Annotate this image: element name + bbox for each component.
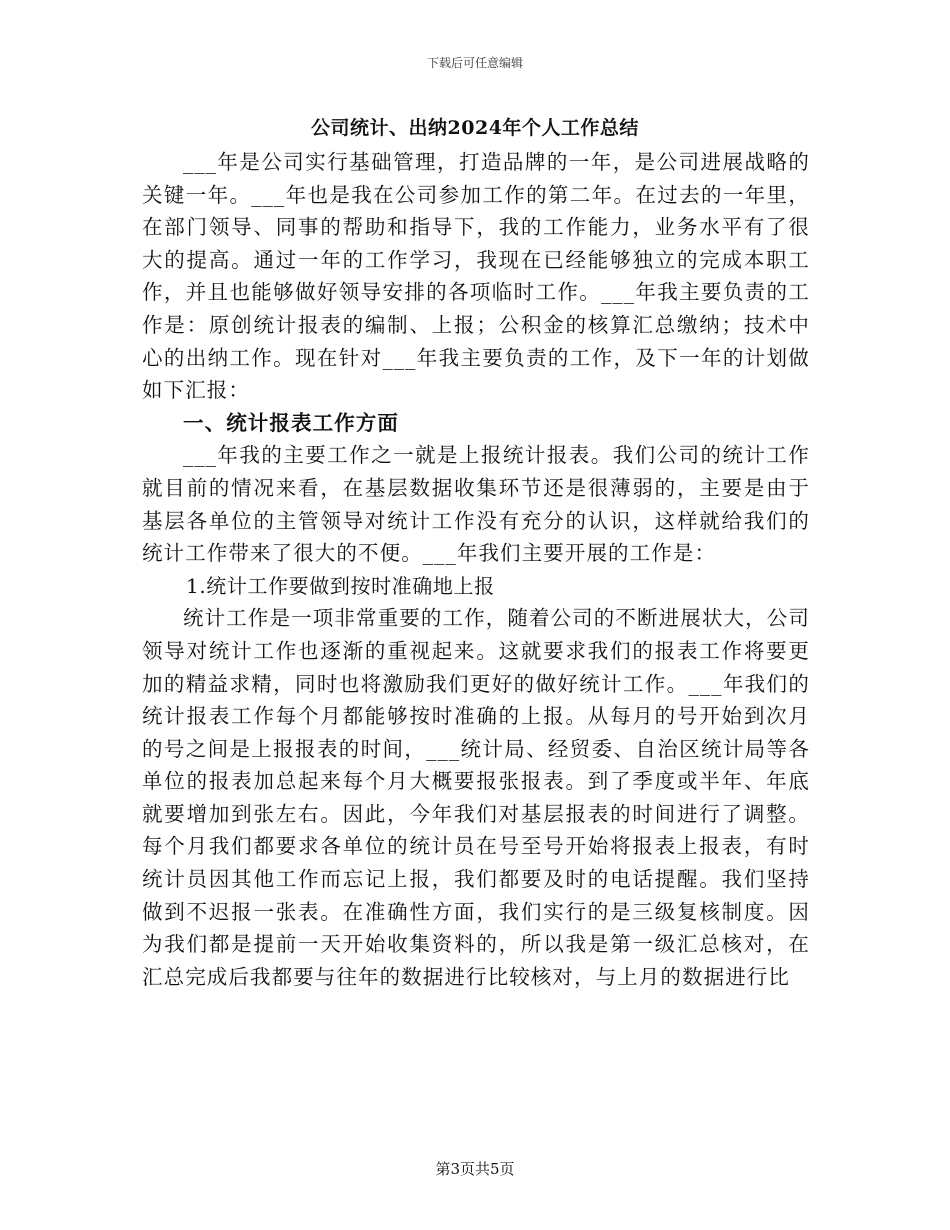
section-paragraph: ___年我的主要工作之一就是上报统计报表。我们公司的统计工作就目前的情况来看，在基层数据收集环节还是很薄弱的，主要是由于基层各单位的主管领导对统计工作没有充分的认识，这样就给我们的统计工作带来了很大的不便。___年我们主要开展的工作是： [142,443,810,566]
document-title: 公司统计、出纳2024年个人工作总结 [311,117,639,139]
page-number: 第3页共5页 [435,1160,515,1178]
subsection-heading: 1.统计工作要做到按时准确地上报 [186,573,495,598]
header-note: 下载后可任意编辑 [426,56,523,70]
subsection-paragraph: 统计工作是一项非常重要的工作，随着公司的不断进展状大，公司领导对统计工作也逐渐的重视起来。这就要求我们的报表工作将要更加的精益求精，同时也将激励我们更好的做好统计工作。___年我们的统计报表工作每个月都能够按时准确的上报。从每月的号开始到次月的号之间是上报报表的时间，___统计局、经贸委、自治区统计局等各单位的报表加总起来每个月大概要报张报表。到了季度或半年、年底就要增加到张左右。因此，今年我们对基层报表的时间进行了调整。每个月我们都要求各单位的统计员在号至号开始将报表上报表，有时统计员因其他工作而忘记上报，我们都要及时的电话提醒。我们坚持做到不迟报一张表。在准确性方面，我们实行的是三级复核制度。因为我们都是提前一天开始收集资料的，所以我是第一级汇总核对，在汇总完成后我都要与往年的数据进行比较核对，与上月的数据进行比 [142,606,810,989]
intro-paragraph: ___年是公司实行基础管理，打造品牌的一年，是公司进展战略的关键一年。___年也是我在公司参加工作的第二年。在过去的一年里，在部门领导、同事的帮助和指导下，我的工作能力，业务水平有了很大的提高。通过一年的工作学习，我现在已经能够独立的完成本职工作，并且也能够做好领导安排的各项临时工作。___年我主要负责的工作是：原创统计报表的编制、上报；公积金的核算汇总缴纳；技术中心的出纳工作。现在针对___年我主要负责的工作，及下一年的计划做如下汇报： [142,150,810,403]
document-body [142,146,810,993]
section-heading: 一、统计报表工作方面 [183,410,399,435]
